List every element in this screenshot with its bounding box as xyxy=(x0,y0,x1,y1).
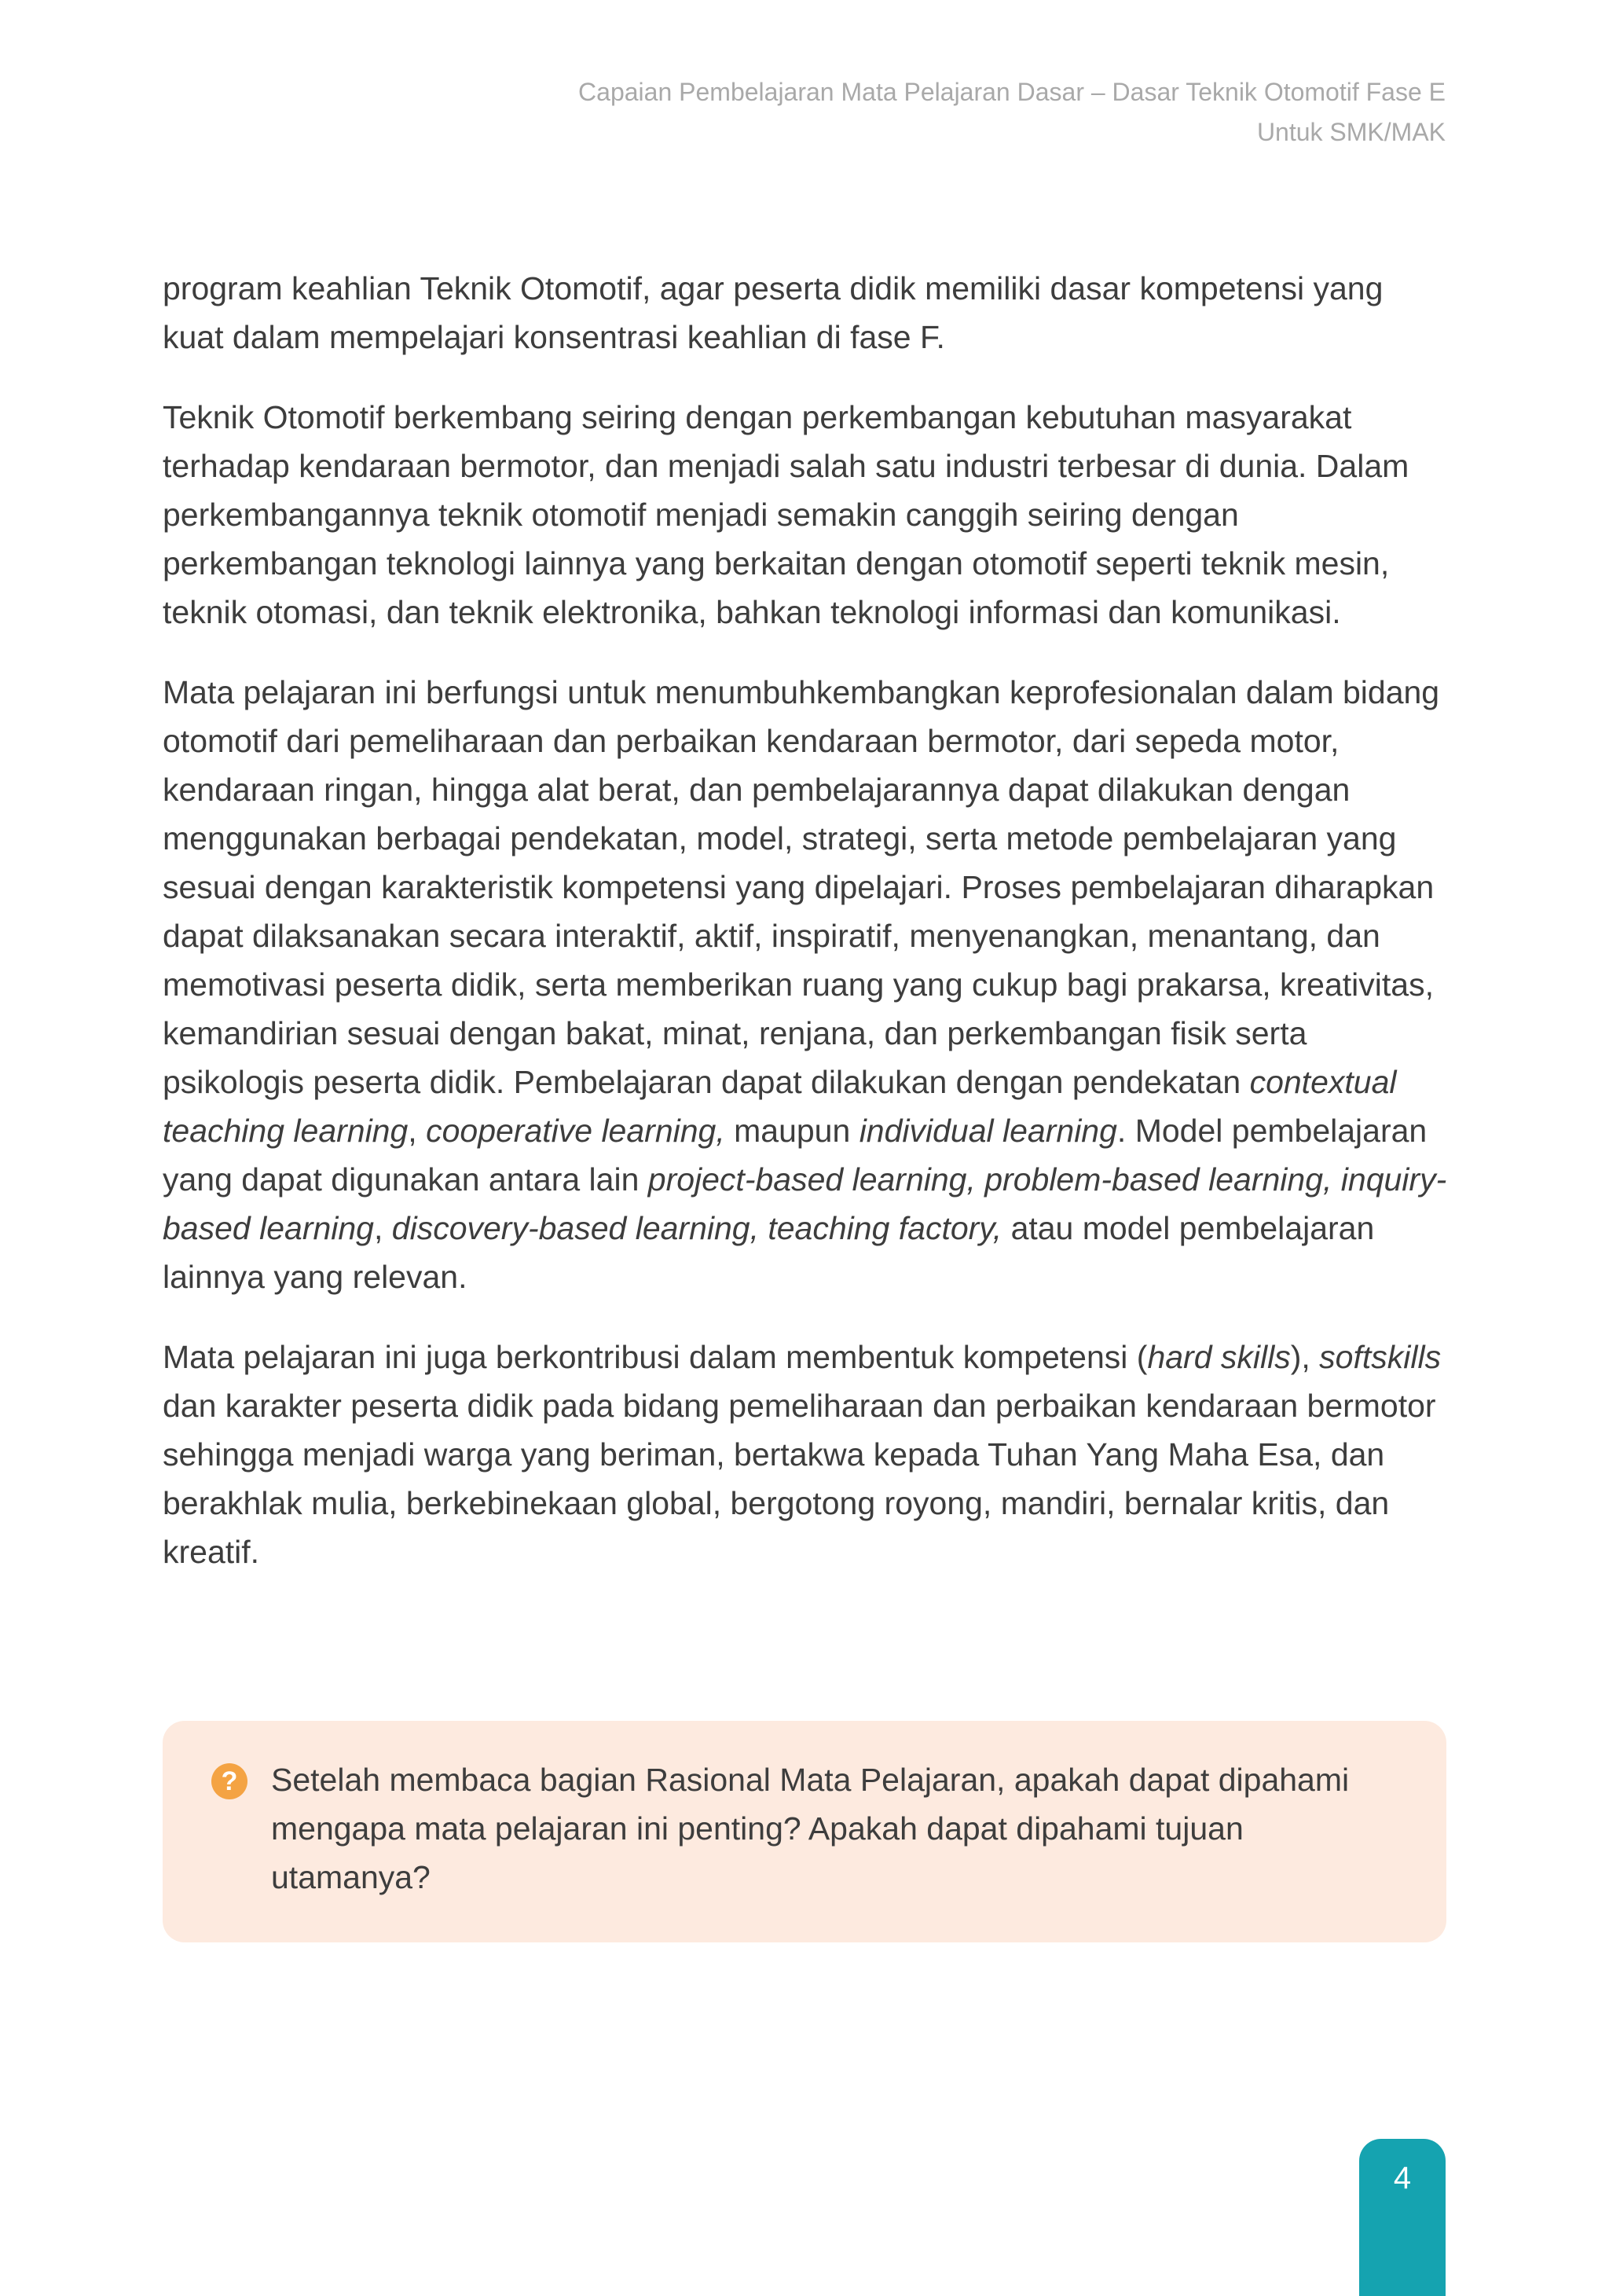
header-subtitle-line: Untuk SMK/MAK xyxy=(1256,118,1446,146)
paragraph-4-italic: softskills xyxy=(1319,1339,1442,1375)
paragraph-3-italic: project-based learning, problem-based learning, inquiry-based learning xyxy=(163,1161,1447,1246)
paragraph-2: Teknik Otomotif berkembang seiring dengan perkembangan kebutuhan masyarakat terhadap kendaraan bermotor, dan menjadi salah satu industri terbesar di dunia. Dalam perkembangannya teknik otomotif menjadi semakin canggih seiring dengan perkembangan teknologi lainnya yang berkaitan dengan otomotif seperti teknik mesin, teknik otomasi, dan teknik elektronika, bahkan teknologi informasi dan komunikasi. xyxy=(163,399,1409,630)
paragraph-3-italic: contextual teaching learning xyxy=(163,1064,1397,1149)
paragraph-3-text: . Model pembelajaran yang dapat digunakan antara lain xyxy=(163,1113,1428,1198)
page-number: 4 xyxy=(1393,2161,1412,2195)
reflection-callout xyxy=(163,1721,1446,1942)
paragraph-4-text: Mata pelajaran ini juga berkontribusi dalam membentuk kompetensi ( xyxy=(163,1339,1148,1375)
paragraph-3-text: atau model pembelajaran lainnya yang relevan. xyxy=(163,1210,1375,1295)
paragraph-3-italic: cooperative learning, xyxy=(426,1113,725,1149)
paragraph-3-text: , xyxy=(408,1113,427,1149)
paragraph-3-text: Mata pelajaran ini berfungsi untuk menumbuhkembangkan keprofesionalan dalam bidang otomotif dari pemeliharaan dan perbaikan kendaraan bermotor, dari sepeda motor, kendaraan ringan, hingga alat berat, dan pembelajarannya dapat dilakukan dengan menggunakan berbagai pendekatan, model, strategi, serta metode pembelajaran yang sesuai dengan karakteristik kompetensi yang dipelajari. Proses pembelajaran diharapkan dapat dilaksanakan secara interaktif, aktif, inspiratif, menyenangkan, menantang, dan memotivasi peserta didik, serta memberikan ruang yang cukup bagi prakarsa, kreativitas, kemandirian sesuai dengan bakat, minat, renjana, dan perkembangan fisik serta psikologis peserta didik. Pembelajaran dapat dilakukan dengan pendekatan xyxy=(163,674,1440,1100)
callout-text: Setelah membaca bagian Rasional Mata Pelajaran, apakah dapat dipahami mengapa mata pelajaran ini penting? Apakah dapat dipahami tujuan utamanya? xyxy=(271,1762,1350,1895)
page-number-tab xyxy=(1359,2139,1446,2296)
body-content xyxy=(163,264,1451,1608)
running-header xyxy=(578,72,1446,152)
paragraph-3 xyxy=(163,668,1451,1301)
paragraph-3-text: maupun xyxy=(724,1113,859,1149)
paragraph-3-text: , xyxy=(373,1210,392,1246)
paragraph-3-italic: discovery-based learning, teaching factory, xyxy=(391,1210,1002,1246)
paragraph-4-italic: hard skills xyxy=(1147,1339,1291,1375)
paragraph-4-text: ), xyxy=(1290,1339,1320,1375)
header-title-line: Capaian Pembelajaran Mata Pelajaran Dasar – Dasar Teknik Otomotif Fase E xyxy=(578,78,1446,106)
paragraph-4 xyxy=(163,1333,1451,1576)
paragraph-1: program keahlian Teknik Otomotif, agar peserta didik memiliki dasar kompetensi yang kuat dalam mempelajari konsentrasi keahlian di fase F. xyxy=(163,270,1384,355)
question-circle-icon: ? xyxy=(211,1763,247,1799)
paragraph-4-text: dan karakter peserta didik pada bidang pemeliharaan dan perbaikan kendaraan bermotor sehingga menjadi warga yang beriman, bertakwa kepada Tuhan Yang Maha Esa, dan berakhlak mulia, berkebinekaan global, bergotong royong, mandiri, bernalar kritis, dan kreatif. xyxy=(163,1388,1436,1570)
paragraph-3-italic: individual learning xyxy=(859,1113,1117,1149)
